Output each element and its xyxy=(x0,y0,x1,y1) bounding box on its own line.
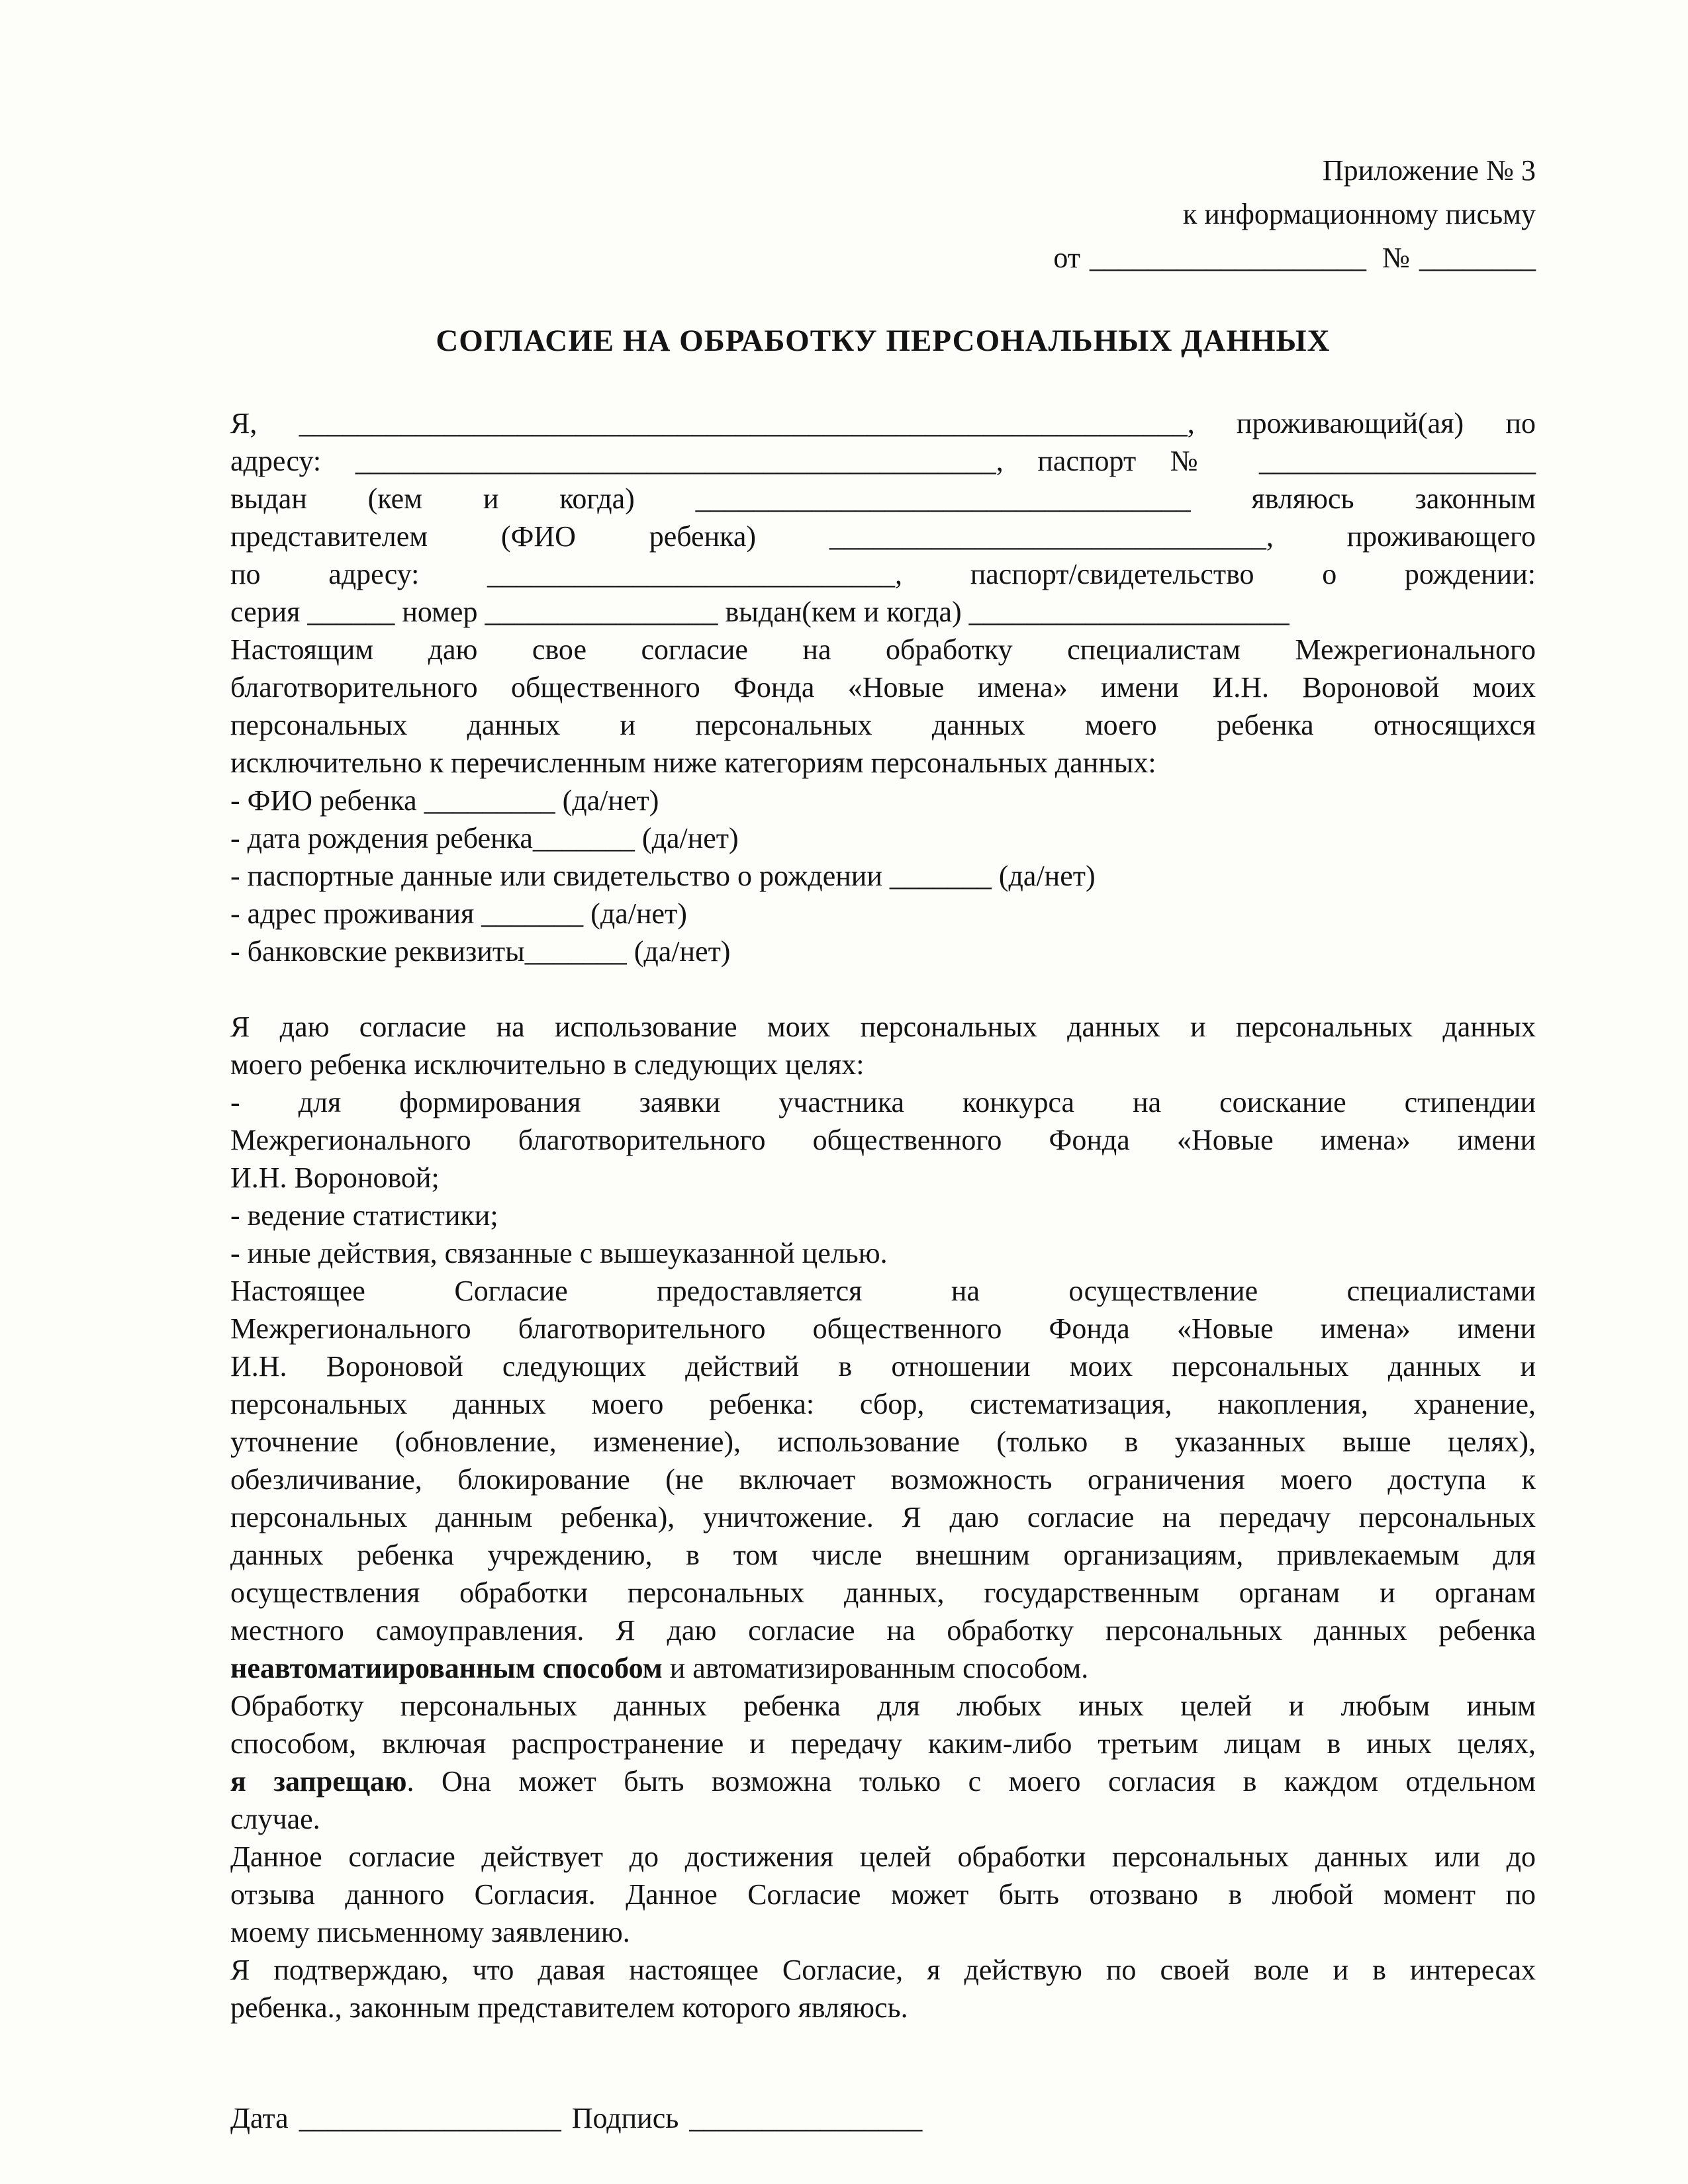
actions-line: данных ребенка учреждению, в том числе внешним организациям, привлекаемым для xyxy=(230,1539,1536,1571)
actions-line: Межрегионального благотворительного общественного Фонда «Новые имена» имени xyxy=(230,1312,1536,1345)
signature-label: Подпись xyxy=(571,2102,679,2134)
consent-scope-last-line: исключительно к перечисленным ниже категориям персональных данных: xyxy=(230,747,1156,779)
number-blank: ________ xyxy=(1419,242,1536,274)
category-item: - дата рождения ребенка_______ (да/нет) xyxy=(230,822,739,854)
purposes-intro-last-line: моего ребенка исключительно в следующих целях: xyxy=(230,1048,865,1081)
consent-scope-line: благотворительного общественного Фонда «Новые имена» имени И.Н. Вороновой моих xyxy=(230,671,1536,704)
consent-scope-line: персональных данных и персональных данных моего ребенка относящихся xyxy=(230,709,1536,741)
date-label: Дата xyxy=(230,2102,289,2134)
validity-last-line: моему письменному заявлению. xyxy=(230,1916,630,1948)
intro-line: Я, _____________________________________________________________, проживающий(ая) по xyxy=(230,407,1536,439)
actions-line: персональных данным ребенка), уничтожение. Я даю согласие на передачу персональных xyxy=(230,1501,1536,1533)
intro-line: выдан (кем и когда) __________________________________ являюсь законным xyxy=(230,482,1536,515)
actions-line: И.Н. Вороновой следующих действий в отношении моих персональных данных и xyxy=(230,1350,1536,1383)
intro-line: представителем (ФИО ребенка) ______________________________, проживающего xyxy=(230,520,1536,553)
category-item: - ФИО ребенка _________ (да/нет) xyxy=(230,784,659,817)
intro-last-line: серия ______ номер ________________ выдан(кем и когда) ______________________ xyxy=(230,596,1289,628)
confirmation-last-line: ребенка., законным представителем которого являюсь. xyxy=(230,1991,908,2024)
consent-scope-line: Настоящим даю свое согласие на обработку специалистам Межрегионального xyxy=(230,633,1536,666)
prohibition-line: Обработку персональных данных ребенка для любых иных целей и любым иным xyxy=(230,1690,1536,1722)
from-number-line xyxy=(230,236,1536,280)
actions-line: Настоящее Согласие предоставляется на осуществление специалистами xyxy=(230,1275,1536,1307)
purpose-application-line: - для формирования заявки участника конкурса на соискание стипендии xyxy=(230,1086,1536,1118)
purpose-application-last-line: И.Н. Вороновой; xyxy=(230,1161,440,1194)
validity-line: отзыва данного Согласия. Данное Согласие может быть отозвано в любой момент по xyxy=(230,1878,1536,1911)
purposes-intro-paragraph xyxy=(230,1008,1536,1083)
actions-line: обезличивание, блокирование (не включает возможность ограничения моего доступа к xyxy=(230,1463,1536,1496)
purpose-other-item xyxy=(230,1234,1536,1272)
actions-last-line xyxy=(230,1649,1536,1687)
spacer xyxy=(230,970,1536,1008)
prohibition-paragraph xyxy=(230,1687,1536,1838)
letterhead xyxy=(230,149,1536,280)
number-sign: № xyxy=(1382,242,1410,274)
purpose-application-paragraph xyxy=(230,1083,1536,1197)
signature-block xyxy=(230,2099,1536,2137)
actions-last-line-rest: и автоматизированным способом. xyxy=(662,1652,1089,1684)
confirmation-paragraph xyxy=(230,1951,1536,2026)
validity-paragraph xyxy=(230,1838,1536,1951)
confirmation-line: Я подтверждаю, что давая настоящее Согласие, я действую по своей воле и в интересах xyxy=(230,1954,1536,1986)
bold-non-automated-method: неавтоматиированным способом xyxy=(230,1652,663,1684)
consent-scope-paragraph xyxy=(230,631,1536,782)
bold-i-forbid: я запрещаю xyxy=(230,1765,407,1797)
prohibition-mixed-line xyxy=(230,1762,1536,1800)
intro-paragraph xyxy=(230,404,1536,631)
category-item: - паспортные данные или свидетельство о рождении _______ (да/нет) xyxy=(230,860,1096,892)
from-date-blank: ___________________ xyxy=(1090,242,1367,274)
category-item: - банковские реквизиты_______ (да/нет) xyxy=(230,935,731,968)
purpose-statistics-line: - ведение статистики; xyxy=(230,1199,498,1232)
intro-line: адресу: ____________________________________________, паспорт № ___________________ xyxy=(230,445,1536,477)
actions-line: персональных данных моего ребенка: сбор, систематизация, накопления, хранение, xyxy=(230,1388,1536,1420)
actions-line: уточнение (обновление, изменение), использование (только в указанных выше целях), xyxy=(230,1426,1536,1458)
prohibition-mixed-line-rest: . Она может быть возможна только с моего согласия в каждом отдельном xyxy=(406,1765,1536,1797)
validity-line: Данное согласие действует до достижения целей обработки персональных данных или до xyxy=(230,1841,1536,1873)
prohibition-line: способом, включая распространение и передачу каким-либо третьим лицам в иных целях, xyxy=(230,1727,1536,1760)
appendix-line: Приложение № 3 xyxy=(1322,154,1536,187)
actions-paragraph xyxy=(230,1272,1536,1687)
purpose-statistics-item xyxy=(230,1197,1536,1234)
purpose-other-line: - иные действия, связанные с вышеуказанной целью. xyxy=(230,1237,888,1269)
intro-line: по адресу: ____________________________, паспорт/свидетельство о рождении: xyxy=(230,558,1536,590)
date-blank: __________________ xyxy=(299,2102,561,2134)
actions-line: местного самоуправления. Я даю согласие на обработку персональных данных ребенка xyxy=(230,1614,1536,1647)
document-title: СОГЛАСИЕ НА ОБРАБОТКУ ПЕРСОНАЛЬНЫХ ДАННЫХ xyxy=(436,324,1331,358)
letter-line: к информационному письму xyxy=(1182,198,1536,230)
actions-line: осуществления обработки персональных данных, государственным органам и органам xyxy=(230,1576,1536,1609)
categories-list xyxy=(230,782,1536,970)
purpose-application-line: Межрегионального благотворительного общественного Фонда «Новые имена» имени xyxy=(230,1124,1536,1156)
purposes-intro-line: Я даю согласие на использование моих персональных данных и персональных данных xyxy=(230,1011,1536,1043)
from-label: от xyxy=(1053,242,1081,274)
category-item: - адрес проживания _______ (да/нет) xyxy=(230,897,687,930)
signature-blank: ________________ xyxy=(689,2102,923,2134)
prohibition-last-line: случае. xyxy=(230,1803,320,1835)
